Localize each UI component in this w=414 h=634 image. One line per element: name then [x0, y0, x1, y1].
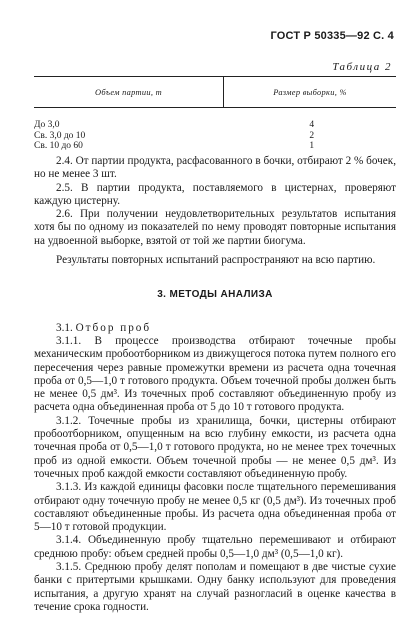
item-3-1-5: 3.1.5. Среднюю пробу делят пополам и помещают в две чистые сухие банки с притертыми крышками. Одну банку используют для проведения испытания, а другую хранят на случай разногласий в оценке качества в течение срока годности.	[34, 561, 396, 613]
table-header-row	[34, 77, 396, 108]
table-cell-lot-volume: Св. 3,0 до 10	[34, 130, 86, 141]
paragraph-2-4: 2.4. От партии продукта, расфасованного в бочки, отбирают 2 % бочек, но не менее 3 шт.	[34, 155, 396, 181]
table-title: Таблица 2	[332, 61, 392, 73]
body-text	[34, 155, 396, 614]
item-3-1-4: 3.1.4. Объединенную пробу тщательно перемешивают и отбирают среднюю пробу: объем средней пробы 0,5—1,0 дм³ (0,5—1,0 кг).	[34, 534, 396, 560]
table-cell-sample-size: 1	[309, 141, 315, 151]
sample-size-table-container	[34, 76, 396, 152]
table-cell-lot-volume: Св. 10 до 60	[34, 141, 83, 151]
item-3-1-2: 3.1.2. Точечные пробы из хранилища, бочки, цистерны отбирают пробоотборником, опущенным на всю глубину емкости, из расчета одна точечная проба от 0,5—1,0 т готового продукта, но не менее трех точечных проб из одной емкости. Объем точечной пробы — не менее 0,5 дм³. Из точечных проб каждой емкости составляют объединенную пробу.	[34, 414, 396, 480]
subsection-heading	[34, 322, 396, 335]
item-3-1-1: 3.1.1. В процессе производства отбирают точечные пробы механическим пробоотборником из движущегося потока путем полного его пересечения через равные промежутки времени из расчета одна точечная проба от 0,5—1,0 т готового продукта. Объем точечной пробы должен быть не менее 0,5 дм³. Из точечных проб составляют объединенную пробу из расчета одна объединенная проба от 5 до 10 т готового продукта.	[34, 334, 396, 414]
paragraph-2-5: 2.5. В партии продукта, поставляемого в цистернах, проверяют каждую цистерну.	[34, 181, 396, 207]
table-cell-lot-volume: До 3,0	[34, 120, 60, 130]
column-header-lot-volume: Объем партии, т	[34, 77, 224, 108]
page-header: ГОСТ Р 50335—92 С. 4	[270, 30, 394, 42]
paragraph-2-6: 2.6. При получении неудовлетворительных результатов испытания хотя бы по одному из показателей по нему проводят повторные испытания на удвоенной выборке, взятой от той же партии биогума.	[34, 208, 396, 247]
table-row	[34, 141, 396, 152]
subsection-number: 3.1.	[56, 321, 73, 334]
subsection-title: Отбор проб	[75, 321, 152, 334]
sample-size-table	[34, 76, 396, 152]
table-cell-sample-size: 4	[309, 120, 315, 130]
section-heading: 3. МЕТОДЫ АНАЛИЗА	[157, 289, 273, 301]
column-header-sample-size: Размер выборки, %	[224, 77, 397, 108]
item-3-1-3: 3.1.3. Из каждой единицы фасовки после тщательного перемешивания отбирают одну точечную пробу не менее 0,5 кг (0,5 дм³). Из точечных проб составляют объединенные пробы. Из расчета одна объединенная проба от 5—10 т готовой продукции.	[34, 481, 396, 534]
table-row	[34, 131, 396, 142]
paragraph-repeat-results: Результаты повторных испытаний распространяют на всю партию.	[56, 254, 376, 267]
table-row	[34, 108, 396, 131]
table-cell-sample-size: 2	[309, 130, 315, 141]
